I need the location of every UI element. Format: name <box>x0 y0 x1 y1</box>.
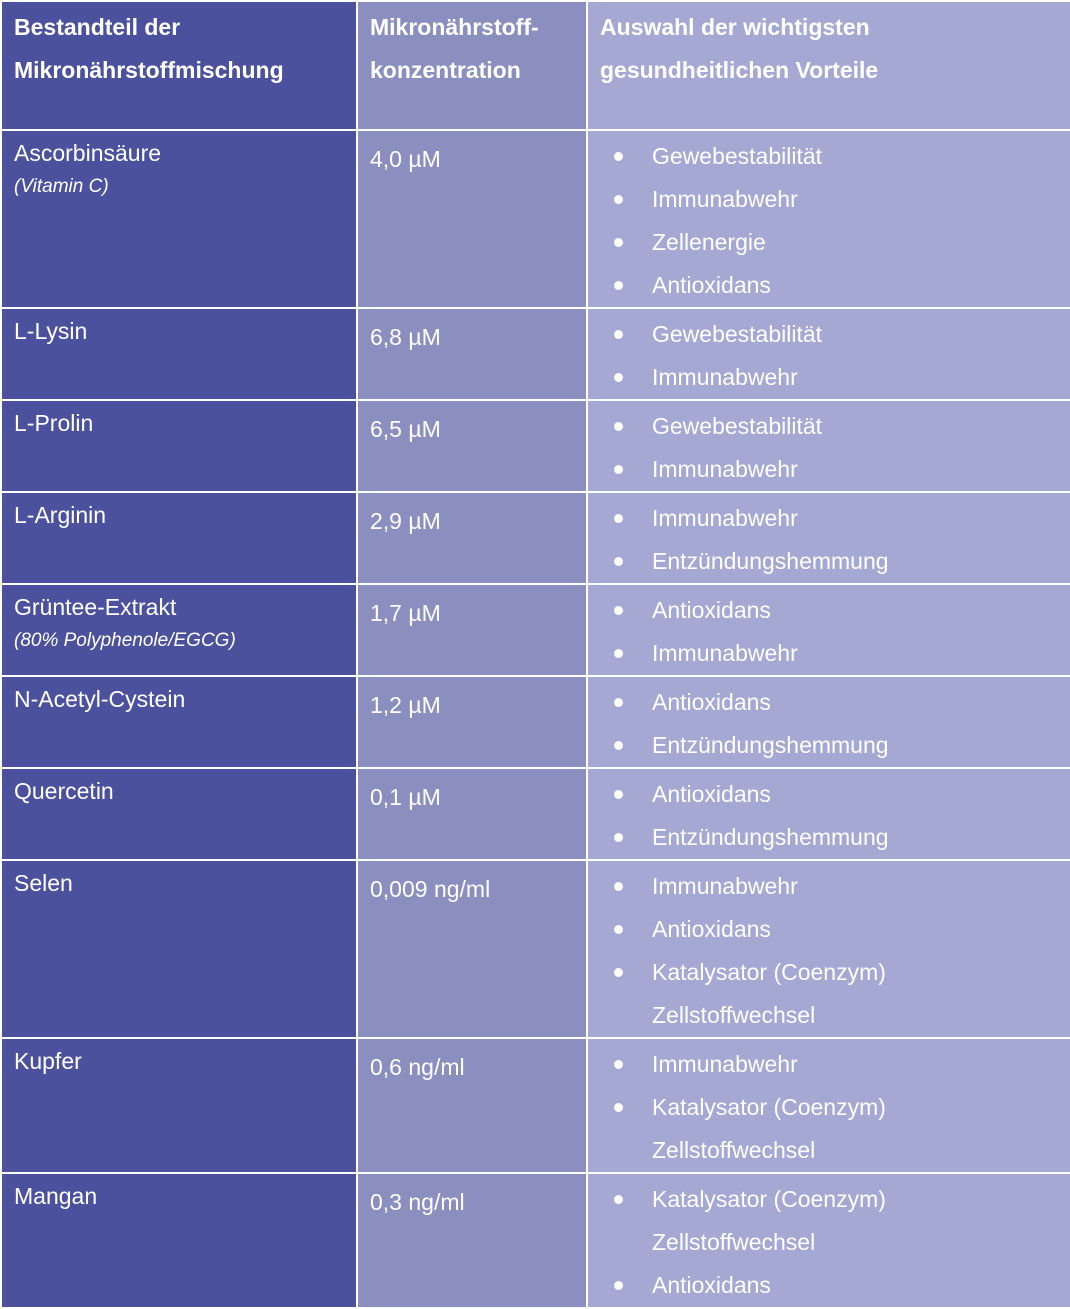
benefits-cell <box>587 860 1070 1038</box>
benefit-text: Immunabwehr <box>652 186 798 212</box>
list-item <box>600 681 1058 724</box>
table-row <box>1 1173 1070 1308</box>
benefit-text: Antioxidans <box>652 916 771 942</box>
benefits-cell <box>587 584 1070 676</box>
ingredient-cell <box>1 584 357 676</box>
ingredient-cell <box>1 768 357 860</box>
list-item <box>600 540 1058 583</box>
concentration-cell <box>357 1173 587 1308</box>
benefit-text: Immunabwehr <box>652 505 798 531</box>
list-item <box>600 951 1058 994</box>
header-ingredient-line-2: Mikronährstoffmischung <box>14 57 284 83</box>
bullet-dot-icon <box>614 1103 623 1112</box>
concentration-cell <box>357 584 587 676</box>
benefit-text: Immunabwehr <box>652 1051 798 1077</box>
benefits-list <box>600 313 1058 399</box>
bullet-dot-icon <box>614 195 623 204</box>
list-item <box>600 816 1058 859</box>
concentration-cell <box>357 768 587 860</box>
concentration-cell <box>357 860 587 1038</box>
header-concentration-line-1: Mikronährstoff- <box>370 14 539 40</box>
header-concentration-line-2: konzentration <box>370 57 521 83</box>
benefit-text: Gewebestabilität <box>652 321 823 347</box>
concentration-cell <box>357 130 587 308</box>
list-item <box>600 497 1058 540</box>
concentration-cell <box>357 400 587 492</box>
list-item <box>600 1178 1058 1221</box>
list-item <box>600 405 1058 448</box>
list-item <box>600 1043 1058 1086</box>
list-item <box>600 908 1058 951</box>
ingredient-cell <box>1 1038 357 1173</box>
benefit-text: Antioxidans <box>652 597 771 623</box>
benefit-text: Zellstoffwechsel <box>652 1137 816 1163</box>
bullet-dot-icon <box>614 606 623 615</box>
header-benefits-line-1: Auswahl der wichtigsten <box>600 14 870 40</box>
bullet-dot-icon <box>614 557 623 566</box>
list-item <box>600 865 1058 908</box>
concentration-value: 1,7 µM <box>370 600 441 626</box>
table-row <box>1 130 1070 308</box>
ingredient-cell <box>1 308 357 400</box>
bullet-dot-icon <box>614 422 623 431</box>
benefits-cell <box>587 308 1070 400</box>
concentration-value: 4,0 µM <box>370 146 441 172</box>
benefit-text: Antioxidans <box>652 1272 771 1298</box>
concentration-cell <box>357 308 587 400</box>
benefit-text: Entzündungshemmung <box>652 732 889 758</box>
benefits-cell <box>587 130 1070 308</box>
ingredient-name: Ascorbinsäure <box>14 140 162 166</box>
table-row <box>1 860 1070 1038</box>
bullet-dot-icon <box>614 790 623 799</box>
list-item <box>600 1129 1058 1172</box>
benefits-list <box>600 405 1058 491</box>
bullet-dot-icon <box>614 968 623 977</box>
list-item <box>600 221 1058 264</box>
benefits-cell <box>587 768 1070 860</box>
concentration-cell <box>357 676 587 768</box>
concentration-value: 2,9 µM <box>370 508 441 534</box>
list-item <box>600 135 1058 178</box>
ingredient-cell <box>1 400 357 492</box>
list-item <box>600 178 1058 221</box>
concentration-value: 1,2 µM <box>370 692 441 718</box>
benefits-cell <box>587 1038 1070 1173</box>
bullet-dot-icon <box>614 833 623 842</box>
benefit-text: Antioxidans <box>652 272 771 298</box>
bullet-dot-icon <box>614 741 623 750</box>
table-row <box>1 676 1070 768</box>
ingredient-name: N-Acetyl-Cystein <box>14 686 186 712</box>
bullet-dot-icon <box>614 698 623 707</box>
list-item <box>600 1221 1058 1264</box>
benefit-text: Katalysator (Coenzym) <box>652 1094 886 1120</box>
benefits-list <box>600 135 1058 307</box>
list-item <box>600 724 1058 767</box>
benefits-list <box>600 1178 1058 1307</box>
ingredient-cell <box>1 130 357 308</box>
bullet-dot-icon <box>614 281 623 290</box>
bullet-dot-icon <box>614 152 623 161</box>
benefit-text: Katalysator (Coenzym) <box>652 1186 886 1212</box>
bullet-dot-icon <box>614 882 623 891</box>
ingredient-name: Mangan <box>14 1183 98 1209</box>
bullet-dot-icon <box>614 1195 623 1204</box>
table-row <box>1 492 1070 584</box>
bullet-dot-icon <box>614 649 623 658</box>
table-header-row <box>1 1 1070 130</box>
concentration-value: 6,8 µM <box>370 324 441 350</box>
list-item <box>600 264 1058 307</box>
bullet-dot-icon <box>614 330 623 339</box>
bullet-dot-icon <box>614 373 623 382</box>
benefit-text: Entzündungshemmung <box>652 548 889 574</box>
concentration-value: 0,6 ng/ml <box>370 1054 465 1080</box>
bullet-dot-icon <box>614 1281 623 1290</box>
concentration-value: 6,5 µM <box>370 416 441 442</box>
benefit-text: Gewebestabilität <box>652 143 823 169</box>
benefits-list <box>600 773 1058 859</box>
ingredient-name: L-Lysin <box>14 318 88 344</box>
concentration-value: 0,1 µM <box>370 784 441 810</box>
list-item <box>600 448 1058 491</box>
table-body <box>1 130 1070 1308</box>
concentration-value: 0,3 ng/ml <box>370 1189 465 1215</box>
bullet-dot-icon <box>614 925 623 934</box>
benefit-text: Katalysator (Coenzym) <box>652 959 886 985</box>
list-item <box>600 632 1058 675</box>
concentration-cell <box>357 1038 587 1173</box>
header-ingredient-line-1: Bestandteil der <box>14 14 181 40</box>
benefits-cell <box>587 676 1070 768</box>
ingredient-name: L-Arginin <box>14 502 107 528</box>
benefits-list <box>600 865 1058 1037</box>
ingredient-name: Selen <box>14 870 73 896</box>
ingredient-subtitle: (Vitamin C) <box>14 176 109 197</box>
bullet-dot-icon <box>614 238 623 247</box>
benefit-text: Gewebestabilität <box>652 413 823 439</box>
benefit-text: Zellstoffwechsel <box>652 1229 816 1255</box>
benefit-text: Antioxidans <box>652 781 771 807</box>
header-benefits-line-2: gesundheitlichen Vorteile <box>600 57 879 83</box>
list-item <box>600 994 1058 1037</box>
header-concentration <box>357 1 587 130</box>
benefit-text: Immunabwehr <box>652 456 798 482</box>
benefit-text: Entzündungshemmung <box>652 824 889 850</box>
ingredient-cell <box>1 1173 357 1308</box>
bullet-dot-icon <box>614 1060 623 1069</box>
table-row <box>1 768 1070 860</box>
table-row <box>1 400 1070 492</box>
benefit-text: Zellenergie <box>652 229 766 255</box>
ingredient-name: Kupfer <box>14 1048 82 1074</box>
ingredient-name: L-Prolin <box>14 410 94 436</box>
benefits-cell <box>587 1173 1070 1308</box>
benefits-cell <box>587 400 1070 492</box>
benefits-list <box>600 1043 1058 1172</box>
table-row <box>1 1038 1070 1173</box>
list-item <box>600 356 1058 399</box>
list-item <box>600 773 1058 816</box>
list-item <box>600 1086 1058 1129</box>
table-row <box>1 308 1070 400</box>
benefits-list <box>600 681 1058 767</box>
ingredient-name: Grüntee-Extrakt <box>14 594 177 620</box>
list-item <box>600 589 1058 632</box>
ingredient-cell <box>1 492 357 584</box>
list-item <box>600 1264 1058 1307</box>
benefit-text: Antioxidans <box>652 689 771 715</box>
benefits-list <box>600 497 1058 583</box>
concentration-cell <box>357 492 587 584</box>
benefit-text: Zellstoffwechsel <box>652 1002 816 1028</box>
benefits-list <box>600 589 1058 675</box>
benefit-text: Immunabwehr <box>652 640 798 666</box>
bullet-dot-icon <box>614 514 623 523</box>
table-row <box>1 584 1070 676</box>
concentration-value: 0,009 ng/ml <box>370 876 491 902</box>
bullet-dot-icon <box>614 465 623 474</box>
header-ingredient <box>1 1 357 130</box>
ingredient-cell <box>1 676 357 768</box>
benefit-text: Immunabwehr <box>652 873 798 899</box>
ingredient-subtitle: (80% Polyphenole/EGCG) <box>14 630 236 651</box>
benefit-text: Immunabwehr <box>652 364 798 390</box>
benefits-cell <box>587 492 1070 584</box>
ingredient-name: Quercetin <box>14 778 114 804</box>
header-benefits <box>587 1 1070 130</box>
ingredient-cell <box>1 860 357 1038</box>
list-item <box>600 313 1058 356</box>
